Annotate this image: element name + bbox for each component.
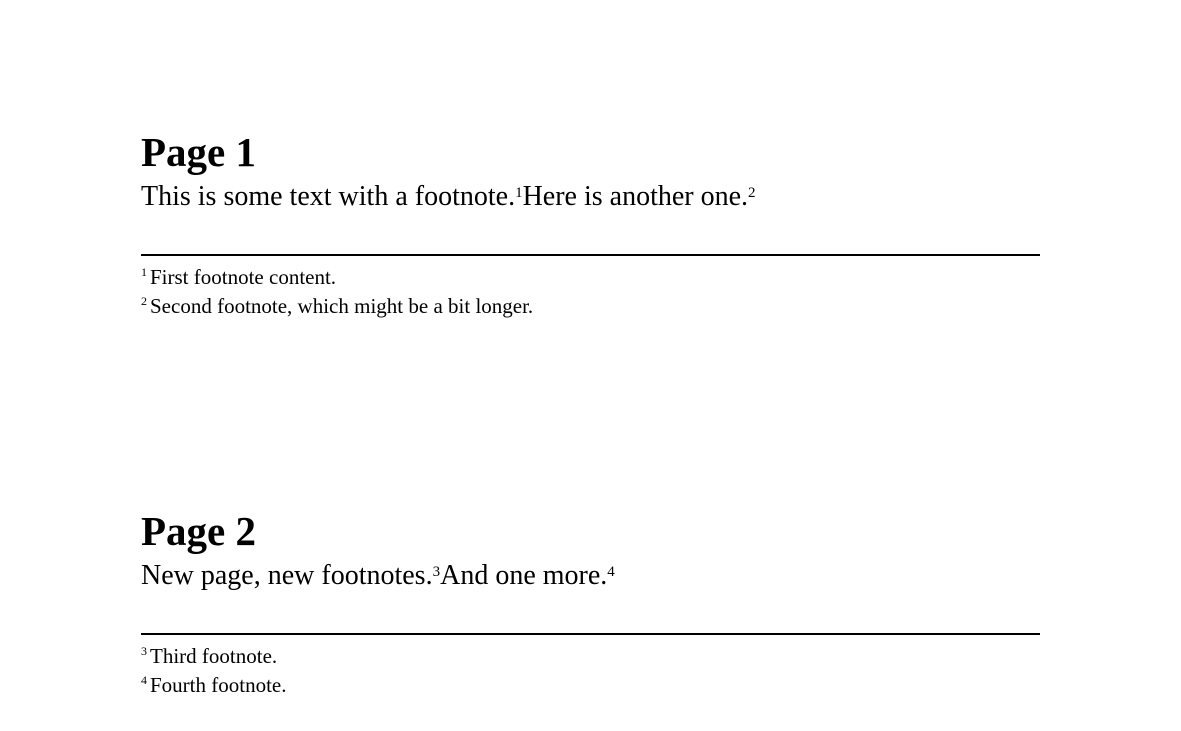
body-paragraph: This is some text with a footnote. $^1$ Here is another one. $^2$ xyxy=(141,181,756,212)
footnote-list xyxy=(141,263,1040,321)
footnote-text: Third footnote. xyxy=(150,644,278,668)
page-2 xyxy=(141,507,1040,700)
footnote-number: 4 xyxy=(141,673,147,687)
body-text-segment: New page, new footnotes. xyxy=(141,560,433,591)
footnote-entry xyxy=(141,671,1040,700)
body-text-segment: This is some text with a footnote. xyxy=(141,181,516,212)
body-text-segment: Here is another one. xyxy=(522,181,749,212)
footnote-list xyxy=(141,642,1040,700)
footnote-text: Fourth footnote. xyxy=(150,673,287,697)
footnote-separator xyxy=(141,633,1040,635)
body-text-segment: And one more. xyxy=(440,560,608,591)
footnote-entry xyxy=(141,263,1040,292)
footnote-text: First footnote content. xyxy=(150,265,337,289)
footnote-number: 1 xyxy=(141,265,147,279)
footnote-text: Second footnote, which might be a bit longer. xyxy=(150,294,534,318)
page-1 xyxy=(141,128,1040,321)
footnote-entry xyxy=(141,642,1040,671)
page-heading: Page 2 xyxy=(141,507,256,554)
footnote-separator xyxy=(141,254,1040,256)
page-heading: Page 1 xyxy=(141,128,256,175)
footnote-entry xyxy=(141,292,1040,321)
footnote-number: 2 xyxy=(141,294,147,308)
body-paragraph: New page, new footnotes. $^3$ And one more. $^4$ xyxy=(141,560,615,591)
footnote-number: 3 xyxy=(141,644,147,658)
